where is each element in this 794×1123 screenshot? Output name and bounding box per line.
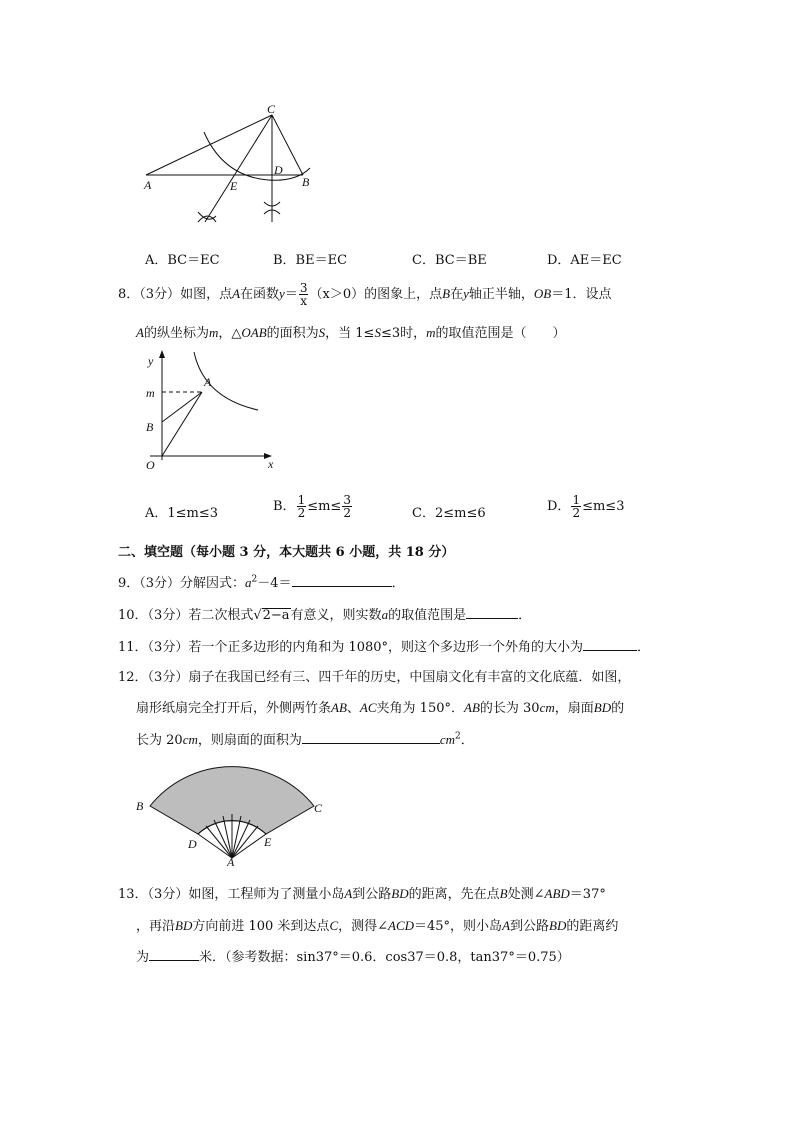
q7-label-d: D xyxy=(274,163,283,177)
q12-label-b: B xyxy=(136,799,144,813)
q12-label-e: E xyxy=(264,835,272,849)
q8-label-a: A xyxy=(204,375,212,389)
q8-label-x: x xyxy=(268,457,274,471)
section-2-heading: 二、填空题（每小题 3 分，本大题共 6 小题，共 18 分） xyxy=(118,545,455,560)
q10-answer-blank[interactable] xyxy=(466,606,518,619)
q12-label-c: C xyxy=(314,801,323,815)
q13-answer-blank[interactable] xyxy=(149,948,199,961)
q7-option-b: B．BE＝EC xyxy=(273,253,348,268)
q13-line-1: 13．（3分）如图，工程师为了测量小岛A到公路BD的距离，先在点B处测∠ABD＝37° xyxy=(118,886,606,902)
q8-option-c: C．2≤m≤6 xyxy=(412,506,486,521)
q11-answer-blank[interactable] xyxy=(583,638,637,651)
q13-line-3: 为 米．（参考数据：sin37°＝0.6．cos37＝0.8，tan37°＝0.75） xyxy=(136,950,570,965)
q12-line-1: 12．（3分）扇子在我国已经有三、四千年的历史，中国扇文化有丰富的文化底蕴．如图， xyxy=(118,670,631,685)
q10: 10．（3分）若二次根式√2−a有意义，则实数a的取值范围是 ． xyxy=(118,607,532,623)
q7-figure xyxy=(138,104,328,234)
q8-label-y: y xyxy=(148,354,154,368)
q13-line-2: ，再沿BD方向前进 100 米到达点C，测得∠ACD＝45°，则小岛A到公路BD的距离约 xyxy=(136,918,619,934)
q7-option-d: D．AE＝EC xyxy=(547,253,622,268)
q8-figure xyxy=(140,348,290,478)
q7-option-c: C．BC＝BE xyxy=(412,253,487,268)
q7-label-b: B xyxy=(302,175,310,189)
q12-fan-figure xyxy=(134,758,334,870)
q7-label-e: E xyxy=(230,179,238,193)
q12-line-2: 扇形纸扇完全打开后，外侧两竹条AB、AC夹角为 150°．AB的长为 30cm，扇面BD的 xyxy=(136,700,625,716)
q12-label-d: D xyxy=(188,837,197,851)
q12-line-3: 长为 20cm，则扇面的面积为 $cm^2$． xyxy=(136,731,474,748)
q12-answer-blank[interactable] xyxy=(302,731,440,744)
q8-fraction: $\frac{3}{x}$ xyxy=(299,281,308,308)
q7-label-a: A xyxy=(144,178,152,192)
q12-label-a: A xyxy=(227,855,235,869)
q8-line-2: A的纵坐标为m，△OAB的面积为S，当 1≤S≤3时，m的取值范围是（ ） xyxy=(136,325,566,341)
q8-option-d: D． $\frac{1}{2}$ ≤m≤3 xyxy=(547,493,625,520)
q7-label-c: C xyxy=(267,104,276,116)
q8-label-b: B xyxy=(146,420,154,434)
q8-line-1: 8．（3分）如图，点A在函数y＝ $\frac{3}{x}$ （x＞0）的图象上，点B在y轴正半轴，OB＝1．设点 xyxy=(118,281,612,308)
q8-label-m: m xyxy=(146,386,155,400)
q8-option-a: A．1≤m≤3 xyxy=(145,506,219,521)
q8-label-o: O xyxy=(146,458,155,472)
q8-option-b: B． $\frac{1}{2}$ ≤m≤ $\frac{3}{2}$ xyxy=(273,493,351,520)
q9: 9．（3分）分解因式：$a^2-4=$ ． xyxy=(118,574,405,591)
q9-answer-blank[interactable] xyxy=(292,574,392,587)
q11: 11．（3分）若一个正多边形的内角和为 1080°，则这个多边形一个外角的大小为 ． xyxy=(118,640,651,655)
q7-option-a: A．BC＝EC xyxy=(145,253,220,268)
